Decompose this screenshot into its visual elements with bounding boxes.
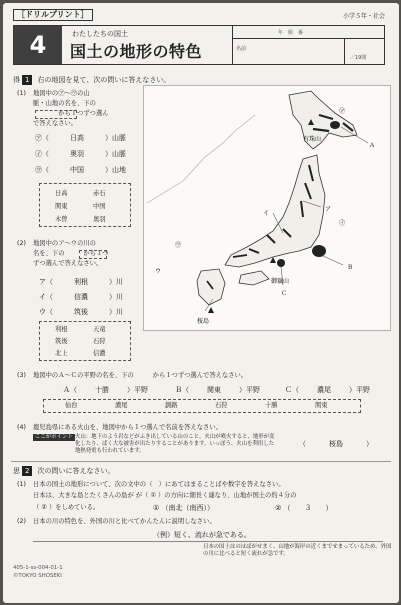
header-divider (232, 26, 233, 64)
question-1-heading (13, 75, 170, 85)
worksheet (3, 3, 399, 603)
answer-row: ㋑（ 奥羽 ）山脈 (35, 150, 126, 158)
q1-2-line: 名を、下の から１つ (33, 250, 109, 257)
choice-box-3 (43, 399, 361, 413)
q1-4-text: 鹿児島県にある火山を、地図中から１つ選んで名前を答えなさい。 (33, 424, 222, 431)
answer-row: ㋐（ 日高 ）山脈 (35, 134, 126, 142)
choice-word: 信濃 (93, 350, 106, 357)
tokachi-plain-marker (330, 121, 340, 129)
explanation-note: 日本の国土はのはばがせまく、山地が海岸の近くまでせまっているため、外国の川に比べると短く流れが急です。 (203, 544, 392, 557)
point-note: 火山：地下のよう岩などがふき出している山のこと。火山が噴火すると、地形が変化したり、ばく大な被害が出たりすることがあります。いっぽう、火山を利用した地熱発電も行われています。 (75, 434, 275, 454)
map-label-u: ㋒ (175, 242, 182, 249)
q1-mark: 得 (13, 76, 20, 84)
map-label-river-a: ア (325, 206, 332, 213)
map-label-plain-b: Ｂ (347, 264, 354, 271)
choice-ref-box (79, 250, 107, 259)
choice-word: 関東 (55, 203, 68, 210)
choice-box-2 (39, 321, 131, 361)
q1-number: 1 (22, 75, 32, 85)
answer-row: ウ（ 筑後 ）川 (39, 308, 123, 316)
q2-2-label: (2) (17, 518, 26, 525)
map-label-ontake: 御嶽山 (271, 278, 290, 285)
answer-row: ア（ 利根 ）川 (39, 278, 123, 286)
grade-label: 小学５年・社会 (342, 13, 385, 20)
section-divider (11, 461, 391, 462)
choice-word: 石狩 (93, 338, 106, 345)
choice-box-1 (39, 183, 131, 227)
date-label: 年 組 番 (278, 30, 304, 36)
choice-word: 北上 (55, 350, 68, 357)
answer-row: （例）短く、流れが急である。 (153, 531, 251, 539)
q2-2-text: 日本の川の特色を、外国の川と比べてかんたんに説明しなさい。 (33, 518, 216, 525)
choice-word: 釧路 (165, 402, 178, 409)
map-label-i: ㋑ (339, 220, 346, 227)
q1-1-line: で答えなさい。 (33, 120, 78, 127)
answer-row: ㋒（ 中国 ）山地 (35, 166, 126, 174)
answer-row: ① （南北（南西）） (153, 504, 215, 512)
map-label-river-i: イ (263, 210, 270, 217)
choice-word: 利根 (55, 326, 68, 333)
q1-1-line: から１つずつ選ん (33, 110, 109, 117)
drill-print-tag: ［ドリルプリント］ (13, 9, 93, 21)
kanto-plain-marker (312, 245, 326, 257)
q2-mark: 思 (13, 467, 20, 475)
unit-number: 4 (14, 26, 62, 64)
q1-4-label: (4) (17, 424, 26, 431)
choice-word: 天竜 (93, 326, 106, 333)
q1-1-line: 地図中の㋐～㋒の山 (33, 90, 90, 97)
header-divider (344, 38, 345, 64)
q1-2-line: 地図中のア～ウの川の (33, 240, 96, 247)
map-label-sakurajima: 桜島 (197, 318, 210, 325)
q2-1-line: 日本は、大きな島とたくさんの島が が（ ① ）の方向に細長く連なり、山地が国土の約４分の (33, 492, 297, 499)
question-2-heading (13, 466, 114, 476)
choice-word: 石狩 (215, 402, 228, 409)
unit-header (13, 25, 385, 65)
unit-subtitle: わたしたちの国土 (72, 30, 128, 38)
choice-word: 関東 (315, 402, 328, 409)
choice-word: 濃尾 (115, 402, 128, 409)
q2-text: 次の問いに答えなさい。 (37, 467, 115, 475)
answer-row: Ｂ（ 関東 ）平野 (175, 386, 260, 394)
choice-word: 仙台 (65, 402, 78, 409)
choice-word: 十勝 (265, 402, 278, 409)
nobi-plain-marker (277, 259, 285, 267)
unit-title: 国土の地形の特色 (70, 42, 203, 61)
map-label-usuzan: 有珠山 (303, 136, 322, 143)
map-label-plain-c: Ｃ (281, 290, 288, 297)
q1-1-line: 脈・山地の名を、下の (33, 100, 96, 107)
q2-1-line: 日本の国土の地形について、次の文中の（ ）にあてはまることばや数字を答えなさい。 (33, 481, 285, 488)
answer-row: イ（ 信濃 ）川 (39, 293, 123, 301)
copyright: ©TOKYO SHOSEKI (13, 573, 62, 579)
japan-map (143, 85, 391, 331)
score-label: ／19問 (350, 55, 367, 61)
q1-text: 右の地図を見て、次の問いに答えなさい。 (37, 76, 171, 84)
choice-word: 中国 (93, 203, 106, 210)
answer-row: ② （ ３ ） (275, 504, 333, 512)
q1-2-label: (2) (17, 240, 26, 247)
q1-1-label: (1) (17, 90, 26, 97)
map-label-river-u: ウ (155, 268, 162, 275)
q1-3-text: 地図中のＡ～Ｃの平野の名を、下の から１つずつ選んで答えなさい。 (33, 372, 248, 379)
answer-row: Ａ（ 十勝 ）平野 (63, 386, 148, 394)
answer-row: （ 桜島 ） (299, 440, 373, 448)
choice-word: 木曽 (55, 216, 68, 223)
q1-2-line: ずつ選んで答えなさい。 (33, 260, 103, 267)
choice-word: 赤石 (93, 190, 106, 197)
map-label-plain-a: Ａ (369, 142, 376, 149)
answer-line (33, 541, 383, 542)
map-label-a: ㋐ (339, 108, 346, 115)
header-rule (232, 38, 385, 39)
q2-1-label: (1) (17, 481, 26, 488)
choice-word: 日高 (55, 190, 68, 197)
q1-3-label: (3) (17, 372, 26, 379)
print-code: 405-1-ss-004-01-1 (13, 565, 63, 571)
point-tag: ここがポイント (35, 434, 73, 440)
q2-number: 2 (22, 466, 32, 476)
name-label: 名前 (236, 46, 247, 52)
choice-word: 奥羽 (93, 216, 106, 223)
map-frame (144, 86, 391, 331)
answer-row: Ｃ（ 濃尾 ）平野 (285, 386, 370, 394)
q2-1-line: （ ② ）をしめている。 (33, 504, 100, 511)
choice-ref-box (35, 110, 77, 119)
choice-word: 筑後 (55, 338, 68, 345)
